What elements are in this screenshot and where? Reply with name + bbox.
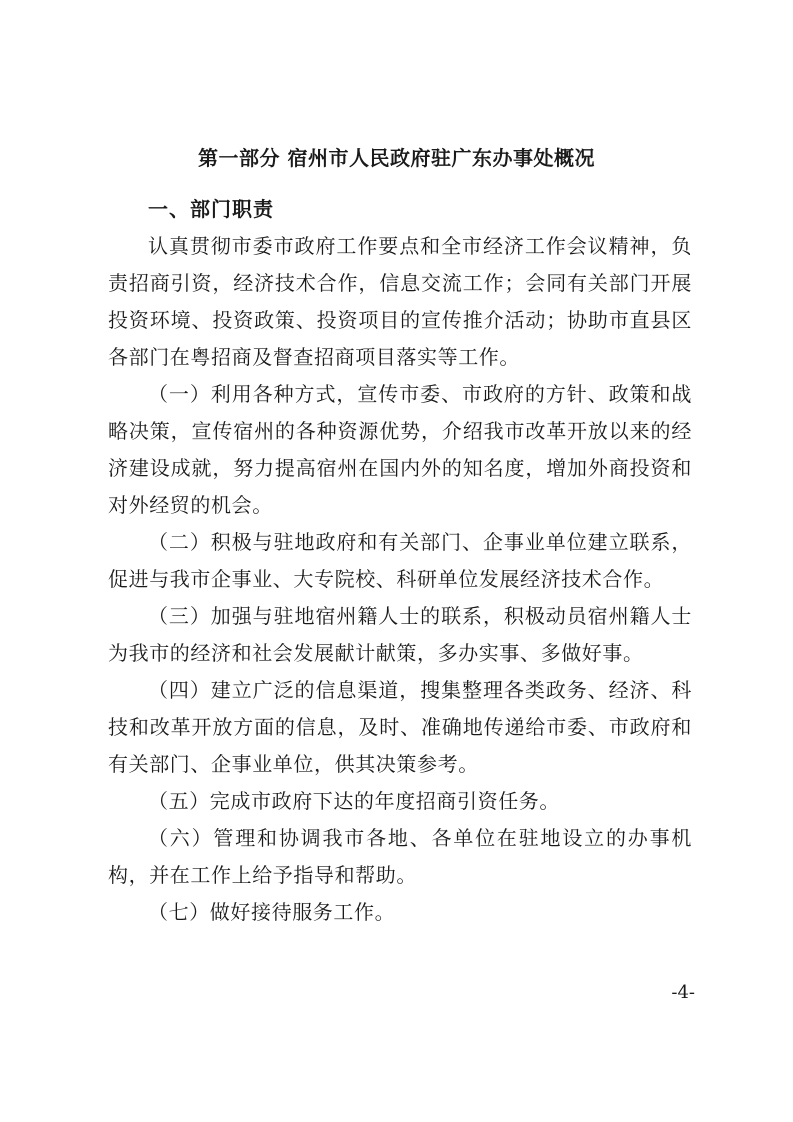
paragraph-intro: 认真贯彻市委市政府工作要点和全市经济工作会议精神，负责招商引资，经济技术合作，信息交流工作；会同有关部门开展投资环境、投资政策、投资项目的宣传推介活动；协助市直县区各部门在粤招商及督查招商项目落实等工作。 <box>108 234 692 369</box>
paragraph-item-7: （七）做好接待服务工作。 <box>148 900 396 924</box>
page-title: 第一部分 宿州市人民政府驻广东办事处概况 <box>198 146 595 170</box>
paragraph-item-3: （三）加强与驻地宿州籍人士的联系，积极动员宿州籍人士为我市的经济和社会发展献计献策，多办实事、多做好事。 <box>108 604 692 665</box>
paragraph-item-5: （五）完成市政府下达的年度招商引资任务。 <box>148 789 560 813</box>
paragraph-item-6: （六）管理和协调我市各地、各单位在驻地设立的办事机构，并在工作上给予指导和帮助。 <box>108 826 692 887</box>
body-text <box>108 228 692 931</box>
page-number: -4- <box>671 982 695 1003</box>
paragraph-item-4: （四）建立广泛的信息渠道，搜集整理各类政务、经济、科技和改革开放方面的信息，及时、准确地传递给市委、市政府和有关部门、企事业单位，供其决策参考。 <box>108 678 692 776</box>
section-heading: 一、部门职责 <box>148 197 274 221</box>
paragraph-item-2: （二）积极与驻地政府和有关部门、企事业单位建立联系，促进与我市企事业、大专院校、科研单位发展经济技术合作。 <box>108 530 692 591</box>
paragraph-item-1: （一）利用各种方式，宣传市委、市政府的方针、政策和战略决策，宣传宿州的各种资源优势，介绍我市改革开放以来的经济建设成就，努力提高宿州在国内外的知名度，增加外商投资和对外经贸的机会。 <box>108 382 692 517</box>
